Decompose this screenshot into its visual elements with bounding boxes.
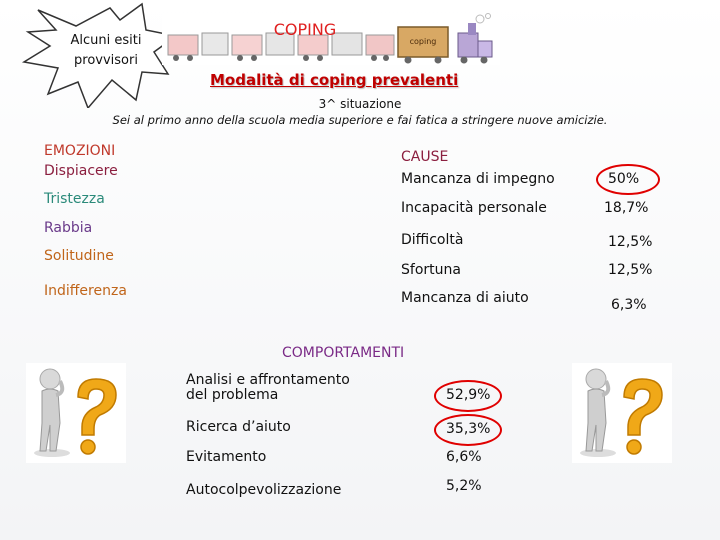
cause-label: Mancanza di impegno	[401, 171, 555, 187]
cause-label: Mancanza di aiuto	[401, 290, 529, 306]
cause-value: 18,7%	[604, 200, 649, 216]
behavior-label: Autocolpevolizzazione	[186, 482, 342, 498]
starburst-line-2: provvisori	[74, 53, 138, 68]
behavior-label-line: Analisi e affrontamento	[186, 372, 350, 388]
behavior-value: 6,6%	[446, 449, 482, 465]
wagon-label: coping	[409, 37, 437, 46]
cause-label: Incapacità personale	[401, 200, 547, 216]
thinking-figure-question-icon	[26, 363, 126, 463]
behavior-label-line: del problema	[186, 387, 279, 403]
cause-value: 12,5%	[608, 262, 653, 278]
emotions-header: EMOZIONI	[44, 143, 116, 159]
scenario-text: Sei al primo anno della scuola media superiore e fai fatica a stringere nuove amicizie.	[112, 113, 608, 127]
emotion-item: Dispiacere	[44, 163, 118, 179]
behaviors-header: COMPORTAMENTI	[282, 345, 405, 361]
cause-value: 6,3%	[611, 297, 647, 313]
thinking-figure-question-icon	[572, 363, 672, 463]
behavior-value: 35,3%	[446, 421, 491, 437]
cause-label: Difficoltà	[401, 232, 464, 248]
emotion-item: Tristezza	[44, 191, 105, 207]
behavior-value: 52,9%	[446, 387, 491, 403]
banner-title: COPING	[273, 20, 337, 39]
emotion-item: Indifferenza	[44, 283, 127, 299]
cause-label: Sfortuna	[401, 262, 461, 278]
emotion-item: Solitudine	[44, 248, 114, 264]
cause-value: 50%	[608, 171, 640, 187]
behavior-label	[186, 373, 350, 403]
starburst-line-1: Alcuni esiti	[70, 33, 142, 48]
behavior-value: 5,2%	[446, 478, 482, 494]
behavior-label: Evitamento	[186, 449, 267, 465]
starburst-text	[56, 31, 156, 71]
page-subtitle: Modalità di coping prevalenti	[210, 71, 459, 89]
emotion-item: Rabbia	[44, 220, 93, 236]
cause-value: 12,5%	[608, 234, 653, 250]
causes-header: CAUSE	[401, 149, 449, 165]
behavior-label: Ricerca d’aiuto	[186, 419, 291, 435]
situation-label: 3^ situazione	[318, 97, 402, 111]
